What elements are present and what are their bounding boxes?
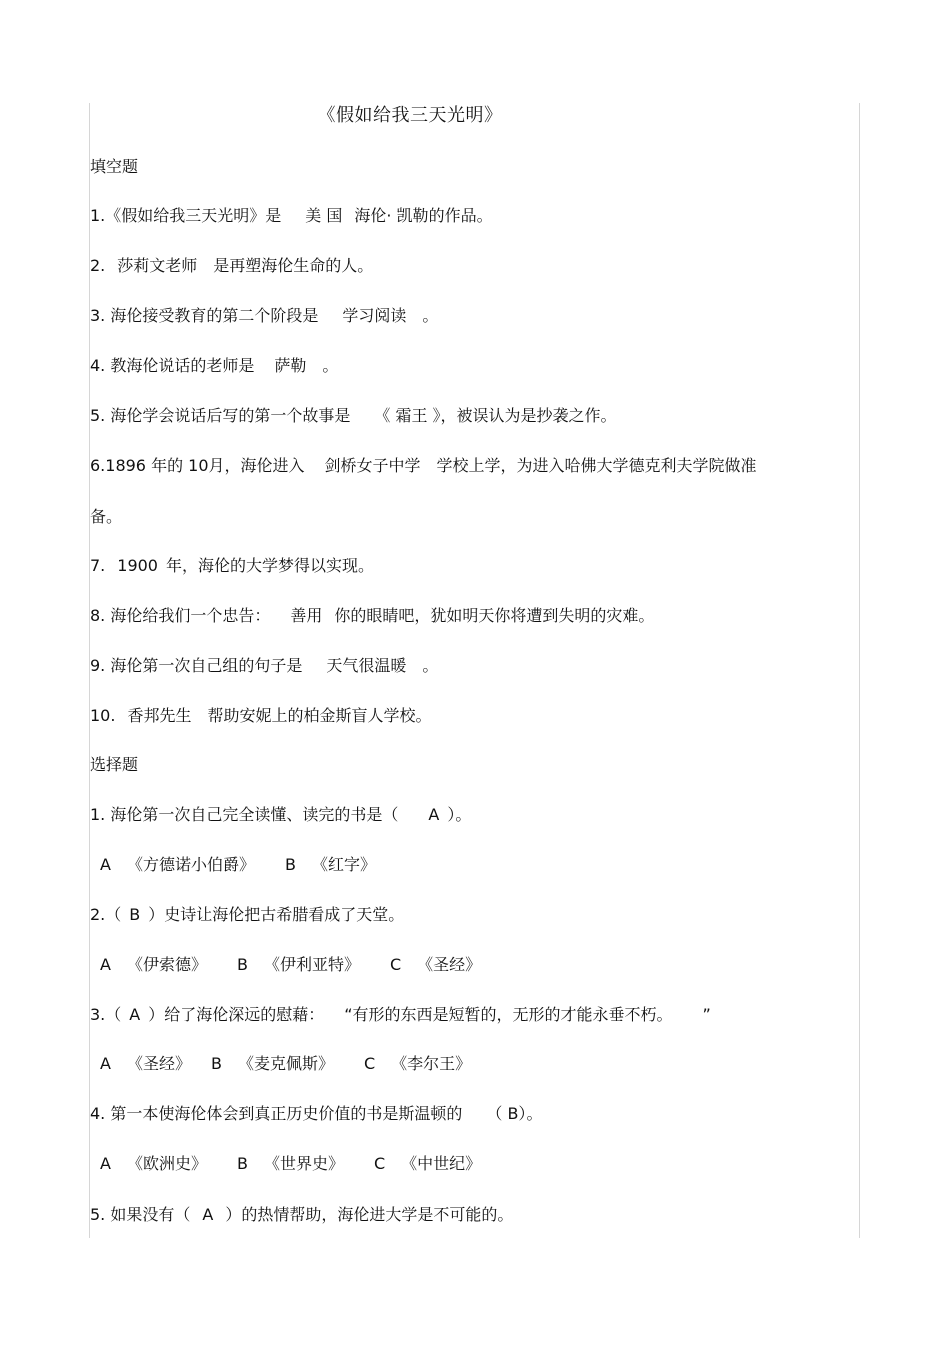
question-text: 帮助安妮上的柏金斯盲人学校。 bbox=[207, 706, 432, 725]
fill-question-6-continued: 备。 bbox=[90, 507, 123, 526]
choice-options-4 bbox=[100, 1153, 481, 1175]
option-letter: B bbox=[236, 955, 248, 974]
choice-question-4 bbox=[90, 1103, 542, 1125]
question-text: 4. 教海伦说话的老师是 bbox=[90, 356, 255, 375]
answer-text: A bbox=[202, 1205, 214, 1224]
answer-text: 剑桥女子中学 bbox=[324, 456, 421, 475]
question-text: 是再塑海伦生命的人。 bbox=[213, 256, 374, 275]
question-text: 3. 海伦接受教育的第二个阶段是 bbox=[90, 306, 319, 325]
fill-question-2 bbox=[90, 255, 373, 277]
answer-text: B bbox=[129, 905, 141, 924]
option-text: 《中世纪》 bbox=[401, 1154, 482, 1173]
answer-text: 《 霜王 》 bbox=[374, 406, 441, 425]
answer-text: 天气很温暖 bbox=[326, 656, 407, 675]
document-title: 《假如给我三天光明》 bbox=[317, 105, 503, 126]
fill-question-9 bbox=[90, 655, 438, 677]
answer-text: 善用 bbox=[290, 606, 323, 625]
choice-question-2 bbox=[90, 904, 404, 926]
question-text: 。 bbox=[322, 356, 339, 375]
fill-question-3 bbox=[90, 305, 438, 327]
answer-text: 学习阅读 bbox=[342, 306, 407, 325]
section-heading-fill: 填空题 bbox=[90, 157, 139, 176]
question-text: 学校上学，为进入哈佛大学德克利夫学院做准 bbox=[436, 456, 757, 475]
option-letter: B bbox=[210, 1054, 222, 1073]
answer-text: 1900 bbox=[117, 556, 158, 575]
section-heading-choice: 选择题 bbox=[90, 755, 139, 774]
question-text: 4. 第一本使海伦体会到真正历史价值的书是斯温顿的 bbox=[90, 1104, 463, 1123]
option-text: 《世界史》 bbox=[263, 1154, 344, 1173]
fill-question-1 bbox=[90, 205, 493, 227]
fill-question-8 bbox=[90, 605, 654, 627]
answer-text: 莎莉文老师 bbox=[117, 256, 198, 275]
question-text: 3.（ bbox=[90, 1005, 122, 1024]
choice-question-5 bbox=[90, 1204, 513, 1226]
answer-text: （ B） bbox=[486, 1104, 527, 1123]
fill-question-6 bbox=[90, 455, 757, 477]
choice-question-3 bbox=[90, 1004, 711, 1026]
quote-mark: ” bbox=[702, 1005, 711, 1024]
fill-question-10 bbox=[90, 705, 431, 727]
answer-text: 美 国 bbox=[305, 206, 343, 225]
question-number: 7. bbox=[90, 556, 106, 575]
fill-question-7 bbox=[90, 555, 374, 577]
answer-text: 香邦先生 bbox=[127, 706, 192, 725]
answer-text: A bbox=[129, 1005, 141, 1024]
question-text: ）史诗让海伦把古希腊看成了天堂。 bbox=[148, 905, 405, 924]
answer-text: 海伦· 凯勒 bbox=[354, 206, 429, 225]
option-letter: A bbox=[100, 855, 111, 874]
answer-text: A bbox=[428, 805, 440, 824]
question-text: 2.（ bbox=[90, 905, 122, 924]
option-letter: A bbox=[100, 1054, 111, 1073]
choice-question-1 bbox=[90, 804, 471, 826]
question-text: 的作品。 bbox=[428, 206, 493, 225]
question-text: 1. 海伦第一次自己完全读懂、读完的书是（ bbox=[90, 805, 399, 824]
option-letter: B bbox=[284, 855, 296, 874]
question-text: ）给了海伦深远的慰藉： bbox=[148, 1005, 325, 1024]
option-text: 《麦克佩斯》 bbox=[237, 1054, 334, 1073]
question-text: 。 bbox=[422, 306, 439, 325]
question-text: 5. 海伦学会说话后写的第一个故事是 bbox=[90, 406, 351, 425]
question-number: 2. bbox=[90, 256, 106, 275]
option-text: 《伊利亚特》 bbox=[263, 955, 360, 974]
option-text: 《圣经》 bbox=[417, 955, 482, 974]
question-text: 。 bbox=[422, 656, 439, 675]
choice-options-1 bbox=[100, 854, 376, 876]
option-text: 《李尔王》 bbox=[391, 1054, 472, 1073]
option-text: 《红字》 bbox=[311, 855, 376, 874]
question-text: 。 bbox=[526, 1104, 543, 1123]
option-text: 《欧洲史》 bbox=[126, 1154, 207, 1173]
question-text: 5. 如果没有（ bbox=[90, 1205, 191, 1224]
question-text: ，被误认为是抄袭之作。 bbox=[440, 406, 617, 425]
option-letter: B bbox=[236, 1154, 248, 1173]
question-text: 1.《假如给我三天光明》是 bbox=[90, 206, 282, 225]
question-text: 9. 海伦第一次自己组的句子是 bbox=[90, 656, 303, 675]
option-letter: C bbox=[389, 955, 402, 974]
question-number: 10. bbox=[90, 706, 116, 725]
question-text: ）的热情帮助，海伦进大学是不可能的。 bbox=[225, 1205, 514, 1224]
quote-text: “有形的东西是短暂的，无形的才能永垂不朽。 bbox=[344, 1005, 673, 1024]
option-letter: C bbox=[363, 1054, 376, 1073]
question-text: 年，海伦的大学梦得以实现。 bbox=[165, 556, 374, 575]
fill-question-4 bbox=[90, 355, 338, 377]
option-text: 《伊索德》 bbox=[126, 955, 207, 974]
fill-question-5 bbox=[90, 405, 617, 427]
choice-options-3 bbox=[100, 1053, 471, 1075]
option-letter: C bbox=[373, 1154, 386, 1173]
question-text: 你的眼睛吧，犹如明天你将遭到失明的灾难。 bbox=[334, 606, 655, 625]
answer-text: 萨勒 bbox=[274, 356, 307, 375]
option-text: 《方德诺小伯爵》 bbox=[126, 855, 255, 874]
question-text: ）。 bbox=[447, 805, 472, 824]
question-text: 6.1896 年的 10月，海伦进入 bbox=[90, 456, 305, 475]
question-text: 8. 海伦给我们一个忠告： bbox=[90, 606, 271, 625]
option-text: 《圣经》 bbox=[126, 1054, 191, 1073]
choice-options-2 bbox=[100, 954, 481, 976]
option-letter: A bbox=[100, 1154, 111, 1173]
option-letter: A bbox=[100, 955, 111, 974]
